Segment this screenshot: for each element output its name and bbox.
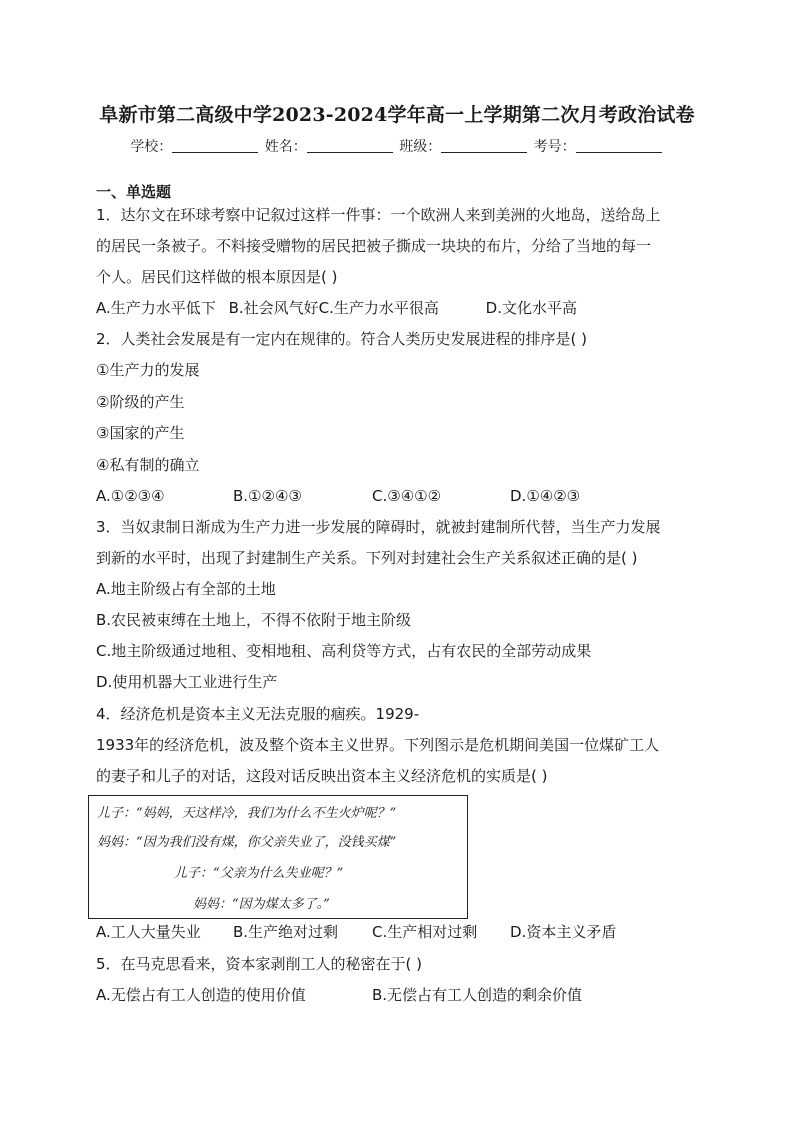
dialog-line-3: 儿子：“父亲为什么失业呢？”: [174, 866, 344, 881]
q4-option-b[interactable]: B.生产绝对过剩: [233, 923, 339, 941]
name-label: 姓名：: [264, 139, 307, 155]
q3-line-2: 到新的水平时，出现了封建制生产关系。下列对封建社会生产关系叙述正确的是( ): [96, 549, 638, 567]
school-blank[interactable]: [172, 138, 258, 153]
number-blank[interactable]: [576, 138, 662, 153]
dialog-figure: [88, 795, 468, 919]
q3-option-b[interactable]: B.农民被束缚在土地上，不得不依附于地主阶级: [96, 611, 412, 629]
class-label: 班级：: [399, 139, 442, 155]
q5-option-b[interactable]: B.无偿占有工人创造的剩余价值: [372, 986, 583, 1004]
q2-option-a[interactable]: A.①②③④: [96, 487, 165, 505]
school-label: 学校：: [130, 139, 173, 155]
number-label: 考号：: [533, 139, 576, 155]
q1-line-2: 的居民一条被子。不料接受赠物的居民把被子撕成一块块的布片，分给了当地的每一: [96, 237, 652, 255]
q4-option-a[interactable]: A.工人大量失业: [96, 923, 201, 941]
q2-item-1: ①生产力的发展: [96, 361, 200, 379]
q2-item-3: ③国家的产生: [96, 424, 185, 442]
q3-option-a[interactable]: A.地主阶级占有全部的土地: [96, 580, 276, 598]
q1-option-c[interactable]: C.生产力水平很高: [318, 299, 439, 317]
section-heading: 一、单选题: [96, 183, 172, 201]
q2-option-b[interactable]: B.①②④③: [233, 487, 302, 505]
q3-option-c[interactable]: C.地主阶级通过地租、变相地租、高利贷等方式，占有农民的全部劳动成果: [96, 642, 592, 660]
dialog-line-4: 妈妈：“因为煤太多了。”: [193, 897, 330, 912]
q2-option-d[interactable]: D.①④②③: [510, 487, 581, 505]
dialog-line-2: 妈妈：“因为我们没有煤，你父亲失业了，没钱买煤”: [97, 835, 397, 850]
q1-line-1: 1．达尔文在环球考察中记叙过这样一件事：一个欧洲人来到美洲的火地岛，送给岛上: [96, 206, 661, 224]
q1-option-a[interactable]: A.生产力水平低下: [96, 299, 216, 317]
q2-item-4: ④私有制的确立: [96, 456, 200, 474]
q2-option-c[interactable]: C.③④①②: [372, 487, 442, 505]
q4-line-1: 4．经济危机是资本主义无法克服的痼疾。1929-: [96, 705, 420, 723]
q2-stem: 2．人类社会发展是有一定内在规律的。符合人类历史发展进程的排序是( ): [96, 330, 588, 348]
q4-option-c[interactable]: C.生产相对过剩: [372, 923, 478, 941]
exam-title: 阜新市第二高级中学2023-2024学年高一上学期第二次月考政治试卷: [99, 104, 695, 126]
q4-option-d[interactable]: D.资本主义矛盾: [510, 923, 617, 941]
dialog-line-1: 儿子：“妈妈，天这样冷，我们为什么不生火炉呢？”: [97, 806, 397, 821]
q4-line-2: 1933年的经济危机，波及整个资本主义世界。下列图示是危机期间美国一位煤矿工人: [96, 736, 660, 754]
q3-option-d[interactable]: D.使用机器大工业进行生产: [96, 673, 278, 691]
q5-stem: 5．在马克思看来，资本家剥削工人的秘密在于( ): [96, 955, 423, 973]
name-blank[interactable]: [307, 138, 393, 153]
q1-option-b[interactable]: B.社会风气好: [228, 299, 319, 317]
q1-options: [96, 298, 577, 318]
q4-line-3: 的妻子和儿子的对话，这段对话反映出资本主义经济危机的实质是( ): [96, 767, 548, 785]
q1-option-d[interactable]: D.文化水平高: [485, 299, 577, 317]
student-info-row: [0, 136, 794, 156]
q3-line-1: 3．当奴隶制日渐成为生产力进一步发展的障碍时，就被封建制所代替，当生产力发展: [96, 518, 661, 536]
class-blank[interactable]: [441, 138, 527, 153]
q2-item-2: ②阶级的产生: [96, 393, 185, 411]
q1-line-3: 个人。居民们这样做的根本原因是( ): [96, 268, 338, 286]
q5-option-a[interactable]: A.无偿占有工人创造的使用价值: [96, 986, 306, 1004]
